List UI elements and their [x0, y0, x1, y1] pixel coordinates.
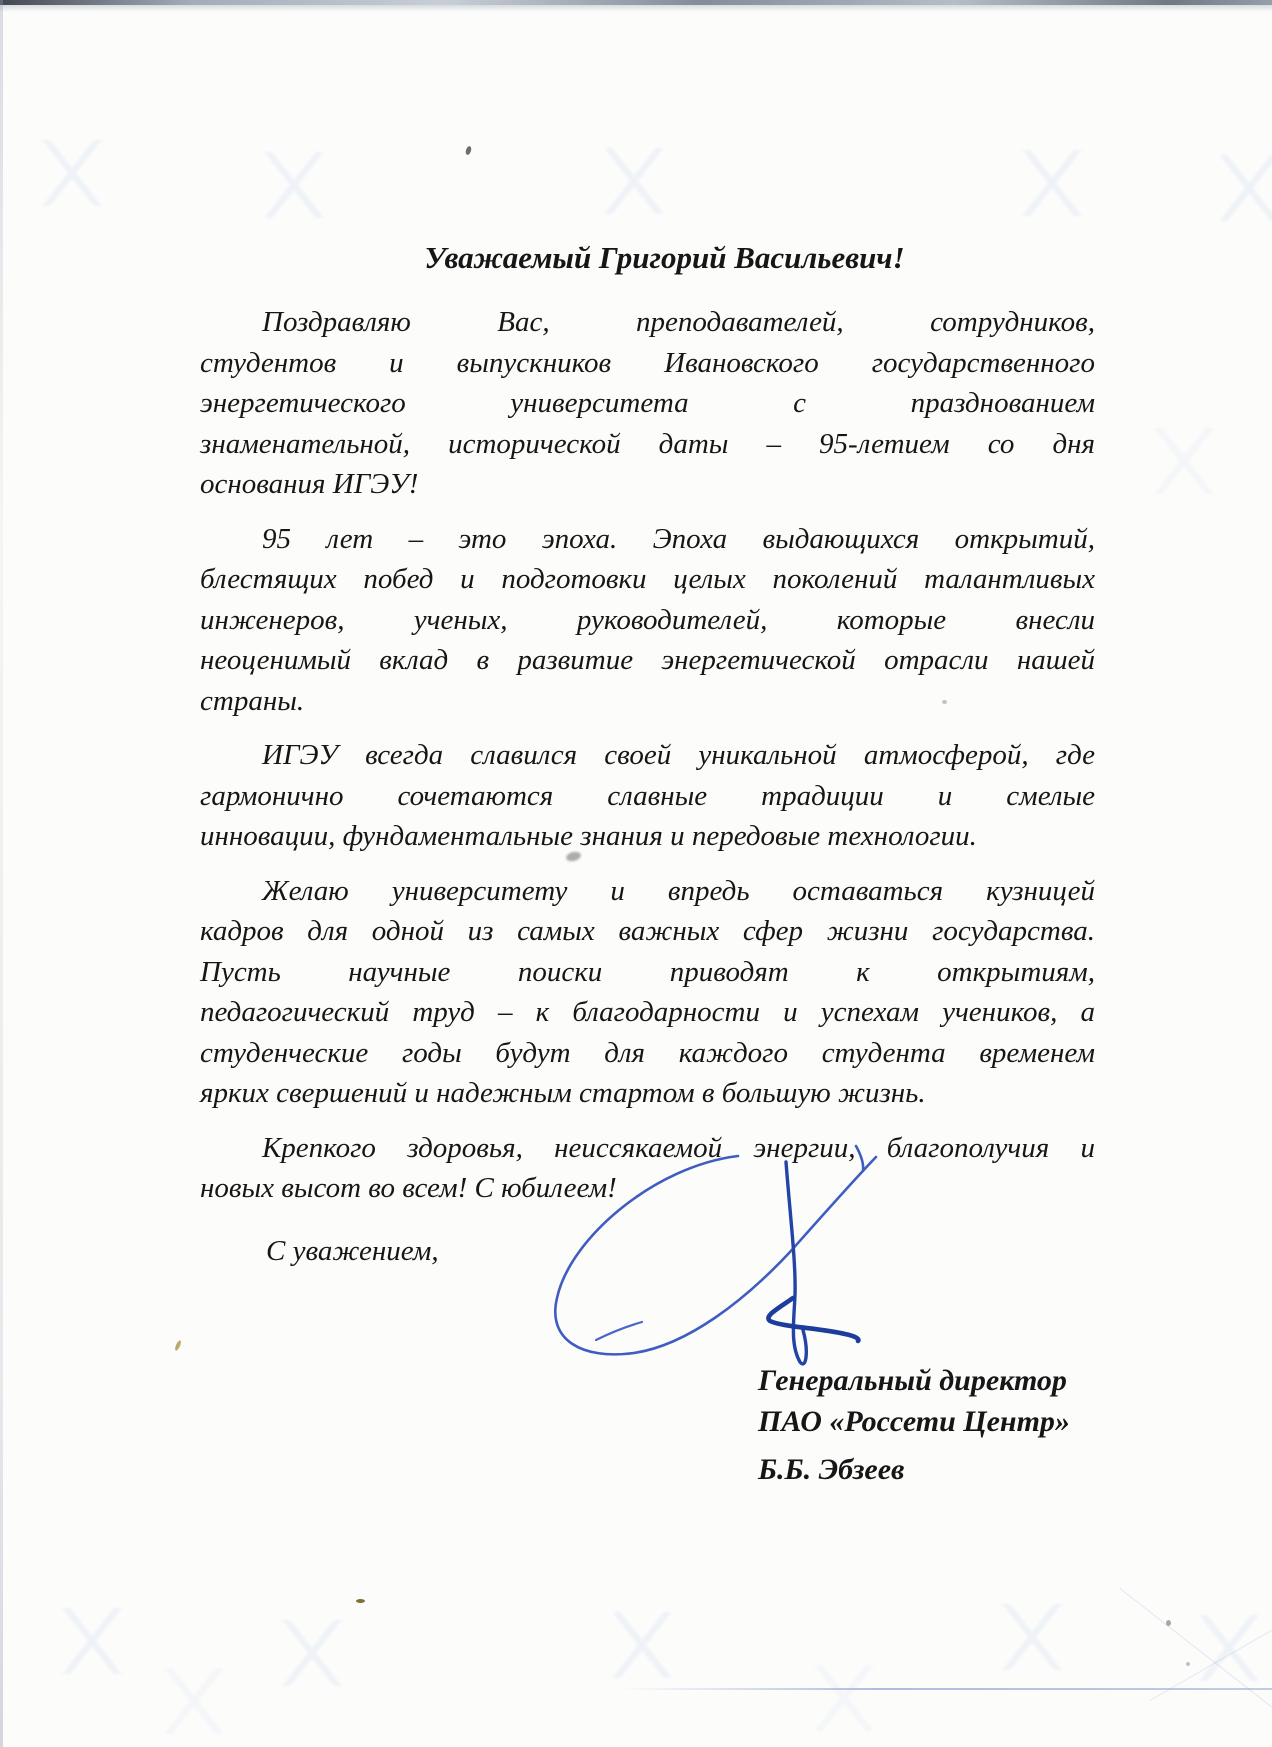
letter-line: студенческие годы будут для каждого студента временем — [200, 1036, 1095, 1069]
letter-line: блестящих побед и подготовки целых поколений талантливых — [200, 563, 1095, 595]
signer-organization: ПАО «Россети Центр» — [758, 1405, 1070, 1438]
scan-artifact-line — [620, 1688, 1272, 1690]
watermark-x — [590, 148, 678, 214]
letter-line: Поздравляю Вас, преподавателей, сотрудников, — [262, 306, 1095, 338]
letter-line: новых высот во всем! С юбилеем! — [200, 1172, 617, 1204]
watermark-x — [268, 1620, 356, 1686]
signer-title: Генеральный директор — [758, 1364, 1067, 1397]
watermark-x — [1140, 428, 1228, 494]
letter-line: 95 лет – это эпоха. Эпоха выдающихся открытий, — [262, 522, 1095, 555]
signer-name: Б.Б. Эбзеев — [758, 1453, 905, 1486]
letter-line: ярких свершений и надежным стартом в большую жизнь. — [200, 1077, 926, 1109]
letter-line: энергетического университета с празднованием — [200, 387, 1095, 419]
signoff-block — [758, 1360, 1118, 1490]
watermark-x — [48, 1608, 136, 1674]
letter-line: кадров для одной из самых важных сфер жизни государства. — [200, 915, 1095, 947]
letter-line: Пусть научные поиски приводят к открытиям, — [200, 955, 1095, 988]
letter-line: Крепкого здоровья, неиссякаемой энергии, благополучия и — [262, 1131, 1095, 1164]
watermark-x — [1205, 155, 1272, 221]
salutation: Уважаемый Григорий Васильевич! — [424, 240, 905, 275]
watermark-x — [988, 1604, 1076, 1670]
scan-edge-left — [0, 0, 3, 1747]
letter-line: ИГЭУ всегда славился своей уникальной атмосферой, где — [262, 739, 1095, 771]
letter-line: гармонично сочетаются славные традиции и смелые — [200, 779, 1095, 812]
scan-edge-top — [0, 0, 1272, 5]
letter-line: студентов и выпускников Ивановского государственного — [200, 346, 1095, 379]
letter-line: неоценимый вклад в развитие энергетической отрасли нашей — [200, 644, 1095, 676]
scan-speck — [1166, 1620, 1171, 1626]
watermark-x — [250, 152, 338, 218]
letter-line: инженеров, ученых, руководителей, которые внесли — [200, 603, 1095, 636]
watermark-x — [28, 140, 116, 206]
watermark-x — [800, 1665, 888, 1731]
scan-speck — [465, 145, 473, 155]
letter-line: страны. — [200, 684, 305, 717]
letter-body — [200, 238, 1095, 1271]
handwritten-signature — [540, 1135, 900, 1380]
scan-speck — [1186, 1662, 1190, 1666]
watermark-x — [150, 1668, 238, 1734]
paragraph — [200, 871, 1095, 1114]
letter-line: Желаю университету и впредь оставаться кузницей — [262, 874, 1095, 907]
paragraph — [200, 735, 1095, 857]
paragraph — [200, 302, 1095, 505]
watermark-x — [598, 1612, 686, 1678]
paragraph — [200, 519, 1095, 722]
letter-line: основания ИГЭУ! — [200, 468, 419, 500]
watermark-x — [1008, 150, 1096, 216]
scan-speck — [356, 1599, 365, 1603]
closing-salutation: С уважением, — [266, 1234, 439, 1267]
scan-speck — [174, 1340, 182, 1352]
letter-line: педагогический труд – к благодарности и успехам учеников, а — [200, 996, 1095, 1028]
letter-line: инновации, фундаментальные знания и передовые технологии. — [200, 820, 977, 852]
letter-line: знаменательной, исторической даты – 95-летием со дня — [200, 427, 1095, 460]
